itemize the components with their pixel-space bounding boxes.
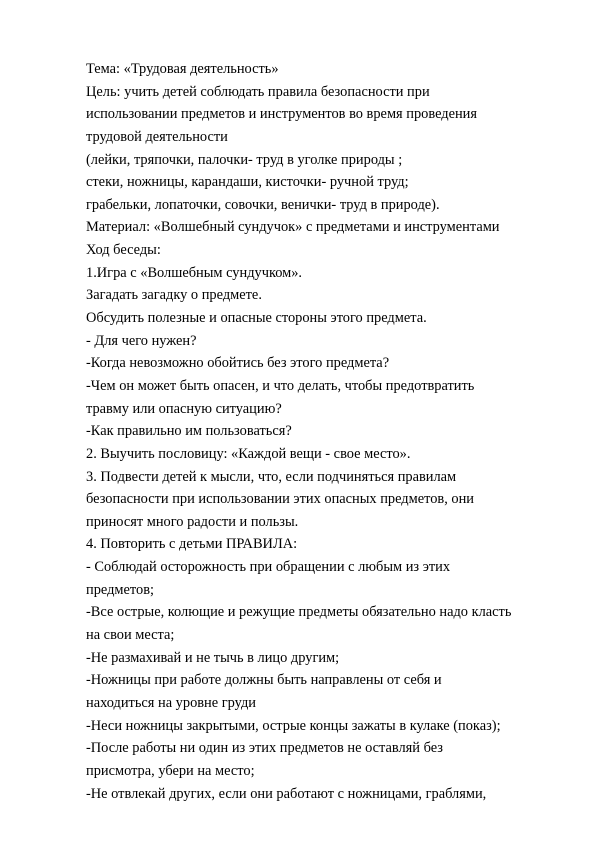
text-line-rule: - Соблюдай осторожность при обращении с любым из этих xyxy=(86,559,451,576)
text-line-step-1: 1.Игра с «Волшебным сундучком». xyxy=(86,264,303,281)
text-line-rule: -Не отвлекай других, если они работают с ножницами, граблями, xyxy=(86,785,487,802)
document-body xyxy=(86,58,566,805)
text-line: травму или опасную ситуацию? xyxy=(86,400,282,417)
text-line-question: -Как правильно им пользоваться? xyxy=(86,423,292,440)
text-line-goal: Цель: учить детей соблюдать правила безопасности при xyxy=(86,83,430,100)
text-line-step-3: 3. Подвести детей к мысли, что, если подчиняться правилам xyxy=(86,468,457,485)
text-line-question: -Чем он может быть опасен, и что делать, чтобы предотвратить xyxy=(86,377,475,394)
text-line: Загадать загадку о предмете. xyxy=(86,287,262,304)
text-line-rule: -Ножницы при работе должны быть направлены от себя и xyxy=(86,672,442,689)
text-line-question: -Когда невозможно обойтись без этого предмета? xyxy=(86,355,390,372)
text-line-rule: -После работы ни один из этих предметов не оставляй без xyxy=(86,740,443,757)
text-line-question: - Для чего нужен? xyxy=(86,332,197,349)
text-line: безопасности при использовании этих опасных предметов, они xyxy=(86,491,475,508)
text-line: грабельки, лопаточки, совочки, венички- труд в природе). xyxy=(86,196,440,213)
text-line: трудовой деятельности xyxy=(86,128,228,145)
text-line: Обсудить полезные и опасные стороны этого предмета. xyxy=(86,310,427,327)
text-line: присмотра, убери на место; xyxy=(86,762,255,779)
text-line-rule: -Не размахивай и не тычь в лицо другим; xyxy=(86,649,340,666)
text-line-heading-conversation: Ход беседы: xyxy=(86,242,161,259)
text-line-materials: Материал: «Волшебный сундучок» с предметами и инструментами xyxy=(86,219,500,236)
text-line-step-2: 2. Выучить пословицу: «Каждой вещи - свое место». xyxy=(86,445,411,462)
text-line-step-4: 4. Повторить с детьми ПРАВИЛА: xyxy=(86,536,298,553)
text-line: (лейки, тряпочки, палочки- труд в уголке природы ; xyxy=(86,151,403,168)
text-line: приносят много радости и пользы. xyxy=(86,513,299,530)
text-line: использовании предметов и инструментов во время проведения xyxy=(86,106,477,123)
text-line-rule: -Неси ножницы закрытыми, острые концы зажаты в кулаке (показ); xyxy=(86,717,501,734)
text-line: находиться на уровне груди xyxy=(86,694,256,711)
text-line: стеки, ножницы, карандаши, кисточки- ручной труд; xyxy=(86,174,409,191)
text-line-rule: -Все острые, колющие и режущие предметы обязательно надо класть xyxy=(86,604,512,621)
text-line: предметов; xyxy=(86,581,154,598)
text-line: на свои места; xyxy=(86,627,175,644)
text-line-topic: Тема: «Трудовая деятельность» xyxy=(86,61,279,77)
